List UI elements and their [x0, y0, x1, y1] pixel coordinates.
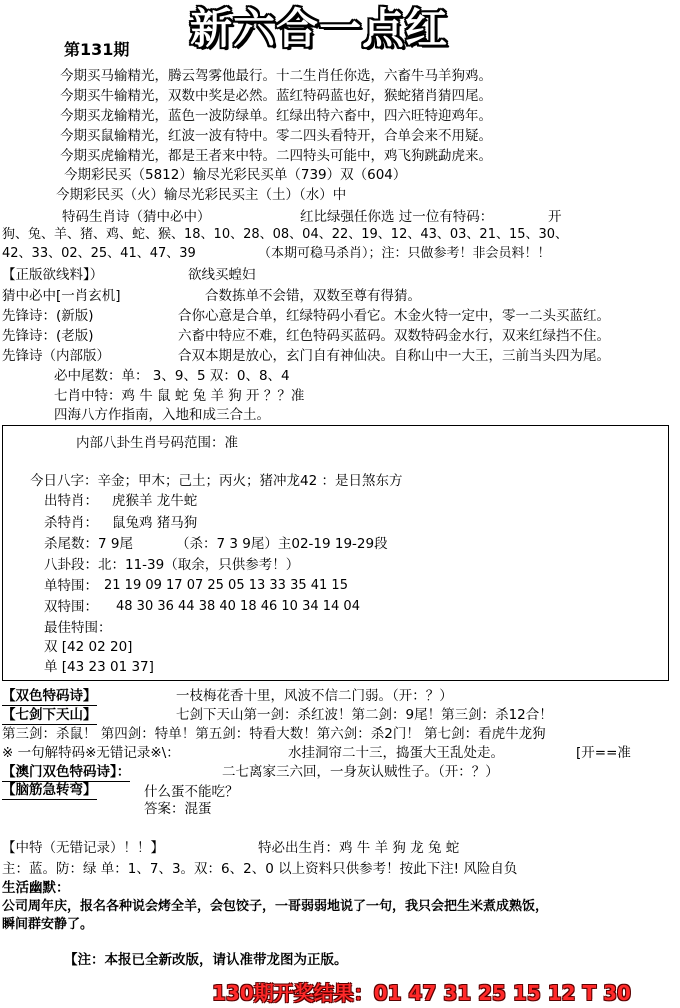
out-zodiac-value: 虎猴羊 龙牛蛇 [112, 493, 198, 509]
tail-number-hint: 必中尾数：单： 3、9、5 双：0、8、4 [54, 368, 290, 384]
pioneer-label: 先锋诗：(老版) [2, 328, 94, 344]
kill-zodiac-label: 杀特肖： [44, 515, 98, 531]
zhengban-text: 欲线买蝗妇 [188, 267, 256, 283]
riddle-label: 【脑筋急转弯】 [2, 782, 97, 798]
poem-line: 今期买龙输精光，蓝色一波防绿单。红绿出特六畜中，四六旺特迎鸡年。 [60, 108, 492, 124]
issue-number: 第131期 [64, 40, 130, 59]
zhongte-text: 特必出生肖：鸡 牛 羊 狗 龙 兔 蛇 [258, 840, 460, 856]
pioneer-label: 先锋诗：(新版) [2, 308, 94, 324]
macau-label: 【澳门双色特码诗】： [2, 764, 131, 780]
sword-text-1: 七剑下天山第一剑：杀红波！第二剑：9尾！第三剑：杀12合！ [176, 707, 553, 723]
footer-note: 【注：本报已全新改版，请认准带龙图为正版。 [64, 952, 348, 968]
page-title: 新六合一点红 [190, 4, 449, 53]
pioneer-label: 先锋诗（内部版） [2, 348, 110, 364]
kill-zodiac-value: 鼠兔鸡 猪马狗 [112, 515, 198, 531]
special-zodiac-numbers-2: 42、33、02、25、41、47、39 [2, 246, 196, 261]
single-range-value: 21 19 09 17 07 25 05 13 33 35 41 15 [104, 578, 348, 593]
guess-label: 猜中必中[一肖玄机] [2, 288, 121, 304]
poem-line: 今期买马输精光，腾云驾雾他最行。十二生肖任你选，六畜牛马羊狗鸡。 [60, 68, 492, 84]
lottery-line-2: 今期彩民买（火）输尽光彩民买主（土）（水）中 [56, 187, 347, 203]
special-zodiac-note: 红比绿强任你选 过一位有特码： [300, 209, 494, 225]
special-zodiac-note-tail: 开 [548, 209, 562, 225]
special-zodiac-label: 特码生肖诗（猜中必中） [62, 209, 211, 225]
one-sentence-tail: [开==准 [576, 745, 631, 761]
kill-tail-label: 杀尾数：7 9尾 [44, 536, 133, 552]
lottery-line-1: 今期彩民买（5812）输尽光彩民买单（739）双（604） [64, 167, 407, 183]
single-range-label: 单特围： [44, 578, 98, 594]
sword-label: 【七剑下天山】 [2, 707, 97, 723]
one-sentence-label: ※ 一句解特码※无错记录※\： [2, 745, 180, 761]
double-range-value: 48 30 36 44 38 40 18 46 10 34 14 04 [116, 599, 360, 614]
best-single: 单 [43 23 01 37] [44, 659, 154, 675]
pioneer-text: 六畜中特应不难，红色特码买蓝码。双数特码金水行，双来红绿挡不住。 [178, 328, 610, 344]
zhengban-label: 【正版欲线料】） [2, 267, 104, 283]
shuangse-text: 一枝梅花香十里，风波不信二门弱。（开：？） [176, 688, 453, 704]
pioneer-text: 合你心意是合单，红绿特码小看它。木金火特一定中，零一二头买蓝红。 [178, 308, 610, 324]
pioneer-text: 合双本期是放心，玄门自有神仙决。自称山中一大王，三前当头四为尾。 [178, 348, 610, 364]
sword-text-2: 第三剑：杀鼠！ 第四剑：特单！第五剑：特看大数！第六剑：杀2门！ 第七剑：看虎牛龙狗 [2, 726, 546, 742]
humor-label: 生活幽默： [2, 880, 70, 896]
bagua-segment: 八卦段：北：11-39（取余，只供参考！） [44, 557, 300, 573]
macau-text: 二七离家三六回，一身灰认贼性子。（开：？） [222, 764, 499, 780]
poem-line: 今期买牛输精光，双数中奖是必然。蓝红特码蓝也好，猴蛇猪肖猜四尾。 [60, 88, 492, 104]
seven-zodiac-hint: 七肖中特：鸡 牛 鼠 蛇 兔 羊 狗 开 ？？准 [54, 388, 305, 404]
special-zodiac-disclaimer: （本期可稳马杀肖）；注：只做参考！非会员料！！ [258, 246, 551, 261]
direction-hint: 四海八方作指南，入地和成三合土。 [54, 407, 270, 423]
bagua-heading: 内部八卦生肖号码范围：准 [76, 435, 238, 451]
shuangse-label: 【双色特码诗】 [2, 688, 97, 704]
main-bet-line: 主：蓝。防：绿 单：1、7、3。双：6、2、0 以上资料只供参考！按此下注! 风险自负 [2, 861, 518, 877]
one-sentence-text: 水挂洞帘二十三，捣蛋大王乱处走。 [288, 745, 504, 761]
kill-tail-value: （杀：7 3 9尾）主02-19 19-29段 [176, 536, 388, 552]
special-zodiac-numbers-1: 狗、兔、羊、猪、鸡、蛇、猴、18、10、28、08、04、22、19、12、43、03、21、15、30、 [2, 227, 569, 242]
double-range-label: 双特围： [44, 599, 98, 615]
out-zodiac-label: 出特肖： [44, 493, 98, 509]
humor-line-2: 瞬间群安静了。 [2, 917, 94, 932]
guess-text: 合数拣单不会错，双数至尊有得猜。 [205, 288, 421, 304]
best-double: 双 [42 02 20] [44, 639, 133, 655]
best-range-label: 最佳特围： [44, 620, 112, 636]
zhongte-label: 【中特（无错记录）！！】 [2, 840, 164, 856]
draw-result: 130期开奖结果：01 47 31 25 15 12 T 30 [212, 981, 631, 1005]
riddle-question: 什么蛋不能吃？ [144, 784, 239, 800]
poem-line: 今期买虎输精光，都是王者来中特。二四特头可能中，鸡飞狗跳勐虎来。 [60, 148, 492, 164]
poem-line: 今期买鼠输精光，红波一波有特中。零二四头看特开，合单会来不用疑。 [60, 128, 492, 144]
bazi-line: 今日八字：辛金；甲木；己土；丙火；猪冲龙42 ：是日煞东方 [30, 473, 403, 489]
humor-line-1: 公司周年庆，报名各种说会烤全羊，会包饺子，一哥弱弱地说了一句，我只会把生米煮成熟饭， [2, 899, 549, 914]
riddle-answer: 答案：混蛋 [144, 801, 212, 817]
